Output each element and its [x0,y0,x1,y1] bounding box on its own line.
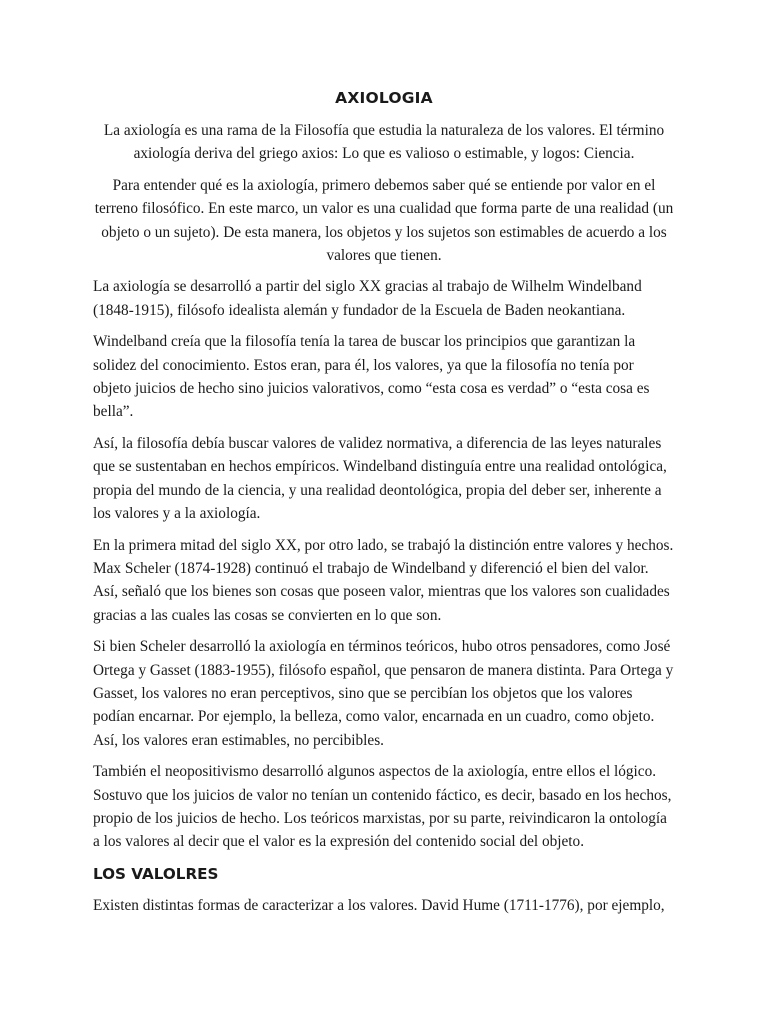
paragraph-values: Existen distintas formas de caracterizar a los valores. David Hume (1711-1776), por ejemplo, [93,896,665,914]
paragraph-windelband: Windelband creía que la filosofía tenía la tarea de buscar los principios que garantizan la solidez del conocimiento. Estos eran, para él, los valores, ya que la filosofía no tenía por objeto juicios de hecho sino juicios valorativos, como “esta cosa es verdad” o “esta cosa es bella”. [93,333,650,421]
paragraph-ortega: Si bien Scheler desarrolló la axiología en términos teóricos, hubo otros pensadores, como José Ortega y Gasset (1883-1955), filósofo español, que pensaron de manera distinta. Para Ortega y Gasset, los valores no eran perceptivos, sino que se percibían los objetos que los valores podían encarnar. Por ejemplo, la belleza, como valor, encarnada en un cuadro, como objeto. Así, los valores eran estimables, no percibibles. [93,638,674,749]
paragraph-normative: Así, la filosofía debía buscar valores de validez normativa, a diferencia de las leyes naturales que se sustentaban en hechos empíricos. Windelband distinguía entre una realidad ontológica, propia del mundo de la ciencia, y una realidad deontológica, propia del deber ser, inherente a los valores y a la axiología. [93,434,667,523]
document-title: AXIOLOGIA [335,89,433,107]
section-heading: LOS VALOLRES [93,864,219,883]
paragraph-neopositivism: También el neopositivismo desarrolló algunos aspectos de la axiología, entre ellos el lógico. Sostuvo que los juicios de valor no tenían un contenido fáctico, es decir, basado en los hechos, propio de los juicios de hecho. Los teóricos marxistas, por su parte, reivindicaron la ontología a los valores al decir que el valor es la expresión del contenido social del objeto. [93,763,672,851]
document-page [93,86,675,925]
paragraph-scheler: En la primera mitad del siglo XX, por otro lado, se trabajó la distinción entre valores y hechos. Max Scheler (1874-1928) continuó el trabajo de Windelband y diferenció el bien del valor. Así, señaló que los bienes son cosas que poseen valor, mientras que los valores son cualidades gracias a las cuales las cosas se convierten en lo que son. [93,536,674,624]
paragraph-definition: Para entender qué es la axiología, primero debemos saber qué se entiende por valor en el terreno filosófico. En este marco, un valor es una cualidad que forma parte de una realidad (un objeto o un sujeto). De esta manera, los objetos y los sujetos son estimables de acuerdo a los valores que tienen. [94,176,674,265]
paragraph-intro: La axiología es una rama de la Filosofía que estudia la naturaleza de los valores. El término axiología deriva del griego axios: Lo que es valioso o estimable, y logos: Ciencia. [103,122,665,163]
paragraph-history: La axiología se desarrolló a partir del siglo XX gracias al trabajo de Wilhelm Windelband (1848-1915), filósofo idealista alemán y fundador de la Escuela de Baden neokantiana. [93,278,642,319]
